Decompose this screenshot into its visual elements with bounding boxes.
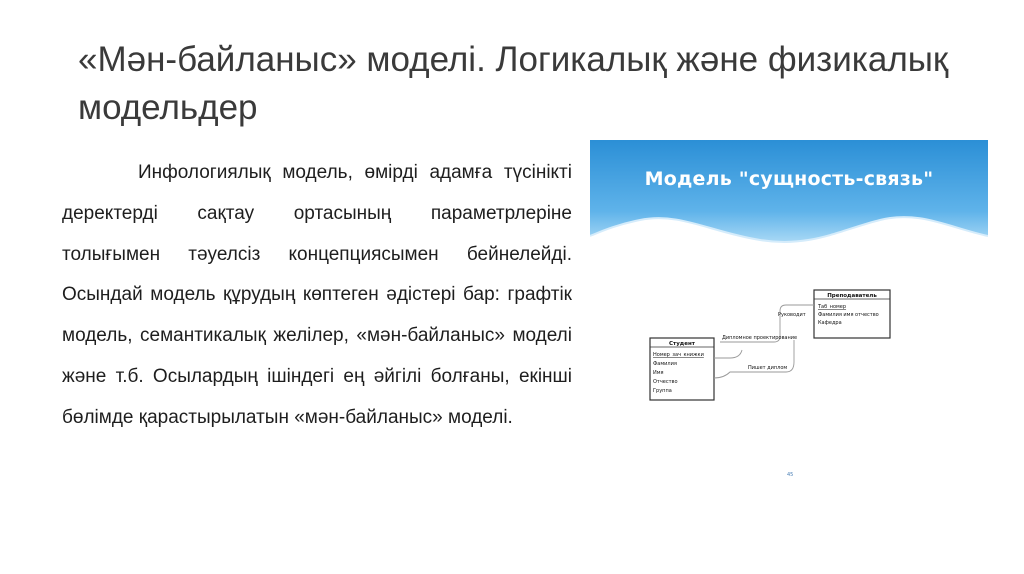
entity-teacher-field: Фамилия имя отчество (818, 312, 879, 318)
banner-title: Модель "сущность-связь" (644, 168, 934, 190)
relationship-design-label: Дипломное проектирование (722, 335, 798, 341)
entity-teacher-field: Кафедра (818, 320, 842, 326)
er-model-image (590, 140, 988, 492)
entity-student-field: Фамилия (653, 361, 677, 367)
relationship-writes-label: Пишет диплом (748, 365, 788, 371)
slide-title: «Мән-байланыс» моделі. Логикалық және физикалық модельдер (78, 40, 949, 127)
entity-student-field: Номер_зач_книжки (653, 352, 704, 358)
entity-student-field: Имя (653, 370, 664, 376)
entity-teacher-title: Преподаватель (827, 293, 877, 299)
page-number: 45 (787, 472, 794, 478)
er-diagram (590, 140, 988, 492)
entity-teacher-field: Таб_номер (818, 304, 847, 310)
entity-student (650, 338, 714, 400)
body-paragraph: Инфологиялық модель, өмірді адамға түсінікті деректерді сақтау ортасының параметрлеріне толығымен тәуелсіз концепциясымен бейнелейді. Осындай модель құрудың көптеген әдістері бар: графтік модель, семантикалық желілер, «мән-байланыс» моделі және т.б. Осылардың ішіндегі ең әйгілі болғаны, екінші бөлімде қарастырылатын «мән-байланыс» моделі. (62, 162, 572, 428)
entity-teacher (814, 290, 890, 338)
entity-student-field: Группа (653, 388, 672, 394)
relationship-leads-label: Руководит (778, 312, 806, 318)
entity-student-field: Отчество (653, 379, 678, 385)
entity-student-title: Студент (669, 341, 695, 347)
